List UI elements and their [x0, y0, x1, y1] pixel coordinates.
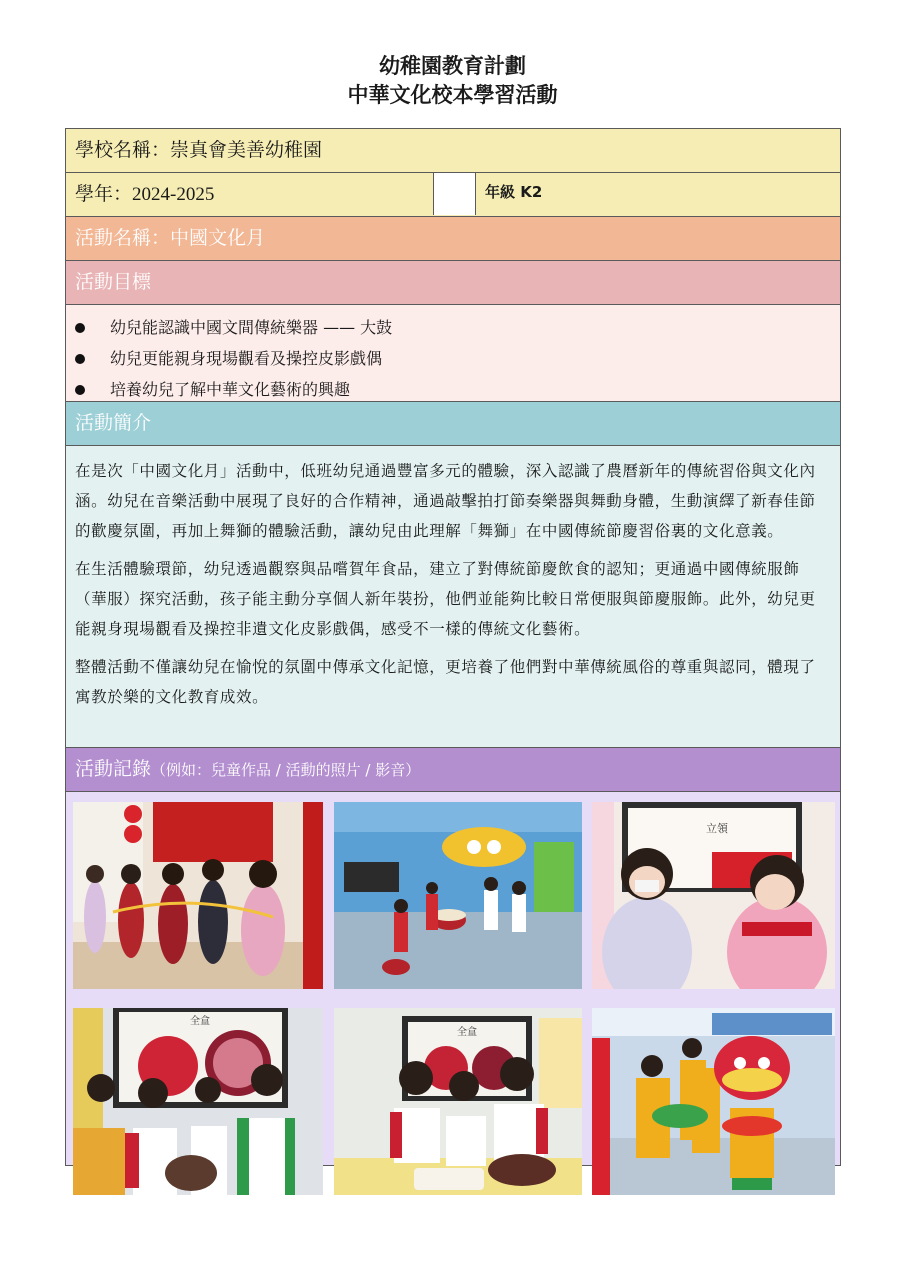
document-subtitle: 中華文化校本學習活動 — [347, 83, 558, 107]
bullet-icon — [75, 385, 85, 395]
photo-lion-dance — [592, 1008, 835, 1195]
school-year-row — [66, 173, 840, 217]
photo-label-box: 全盒 — [190, 1016, 210, 1027]
objective-item: 幼兒能認識中國文間傳統樂器 —— 大鼓 — [66, 312, 840, 343]
bullet-icon — [75, 323, 85, 333]
records-heading: 活動記錄 — [75, 758, 152, 780]
activity-name-label: 活動名稱： — [75, 227, 171, 249]
records-heading-row — [66, 748, 840, 792]
school-year-label: 學年： — [75, 183, 133, 205]
school-name-value: 崇真會美善幼稚園 — [170, 139, 323, 161]
photo-music-activity — [73, 802, 323, 989]
intro-body-row — [66, 446, 840, 748]
intro-heading: 活動簡介 — [75, 412, 152, 434]
records-note: （例如：兒童作品 / 活動的照片 / 影音） — [151, 761, 421, 779]
photo-food-box — [73, 1008, 323, 1195]
grade-value: K2 — [520, 183, 543, 201]
document-title: 幼稚園教育計劃 — [379, 54, 526, 78]
objectives-list-row — [66, 305, 840, 402]
photo-label-collar: 立領 — [706, 822, 728, 835]
photo-label-box-2: 全盒 — [457, 1027, 477, 1038]
school-year-value: 2024-2025 — [132, 184, 215, 205]
activity-name-row — [66, 217, 840, 261]
objectives-heading-row — [66, 261, 840, 305]
school-name-label: 學校名稱： — [75, 139, 171, 161]
blank-cell — [433, 173, 476, 215]
objective-item: 培養幼兒了解中華文化藝術的興趣 — [66, 374, 840, 405]
photo-gallery — [66, 792, 840, 1165]
intro-paragraph: 在是次「中國文化月」活動中，低班幼兒通過豐富多元的體驗，深入認識了農曆新年的傳統習俗與文化內涵。幼兒在音樂活動中展現了良好的合作精神，通過敲擊拍打節奏樂器與舞動身體，生動演繹了新春佳節的歡慶氛圍，再加上舞獅的體驗活動，讓幼兒由此理解「舞獅」在中國傳統節慶習俗裏的文化意義。 — [75, 462, 816, 540]
activity-form — [65, 128, 841, 1166]
school-name-row — [66, 129, 840, 173]
photo-food-tasting — [334, 1008, 582, 1195]
intro-heading-row — [66, 402, 840, 446]
photo-clothing-activity — [592, 802, 835, 989]
intro-paragraph: 整體活動不僅讓幼兒在愉悅的氛圍中傳承文化記憶，更培養了他們對中華傳統風俗的尊重與認同，體現了寓教於樂的文化教育成效。 — [75, 658, 816, 706]
intro-paragraph: 在生活體驗環節，幼兒透過觀察與品嚐賀年食品，建立了對傳統節慶飲食的認知；更通過中國傳統服飾（華服）探究活動，孩子能主動分享個人新年裝扮，他們並能夠比較日常便服與節慶服飾。此外，幼兒更能親身現場觀看及操控非遺文化皮影戲偶，感受不一樣的傳統文化藝術。 — [75, 560, 816, 638]
activity-name-value: 中國文化月 — [170, 227, 266, 249]
grade-label: 年級 — [485, 183, 516, 201]
objective-item: 幼兒更能親身現場觀看及操控皮影戲偶 — [66, 343, 840, 374]
photo-drum-activity — [334, 802, 582, 989]
objectives-list — [66, 305, 840, 405]
bullet-icon — [75, 354, 85, 364]
objectives-heading: 活動目標 — [75, 271, 152, 293]
